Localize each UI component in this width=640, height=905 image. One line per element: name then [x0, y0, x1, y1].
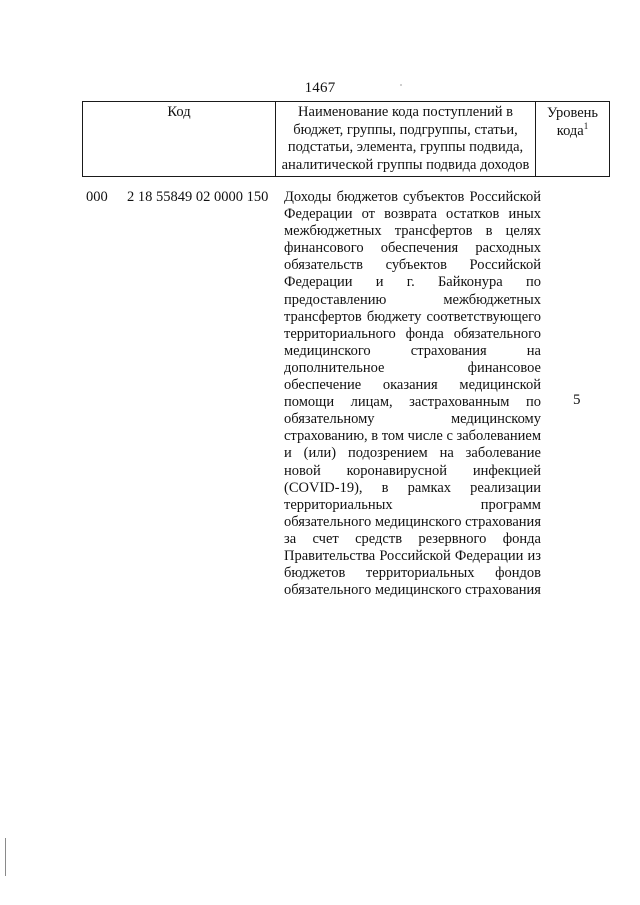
- row-description: Доходы бюджетов субъектов Российской Федерации от возврата остатков иных межбюджетных трансфертов в целях финансового обеспечения расходных обязательств субъектов Российской Федерации и г. Байконура по предоставлению межбюджетных трансфертов бюджету соответствующего территориального фонда обязательного медицинского страхования на дополнительное финансовое обеспечение оказания медицинской помощи лицам, застрахованным по обязательному медицинскому страхованию, в том числе с заболеванием и (или) подозрением на заболевание новой коронавирусной инфекцией (COVID-19), в рамках реализации территориальных программ обязательного медицинского страхования за счет средств резервного фонда Правительства Российской Федерации из бюджетов территориальных фондов обязательного медицинского страхования: [284, 189, 542, 599]
- header-name-line: Наименование кода поступлений в: [298, 104, 513, 120]
- header-name-line: аналитической группы подвида доходов: [281, 156, 530, 173]
- footnote-marker: 1: [583, 121, 589, 132]
- page-number: 1467: [304, 80, 336, 96]
- row-admin-code: 000: [86, 189, 108, 205]
- row-budget-code: 2 18 55849 02 0000 150: [127, 189, 269, 205]
- header-name-line: бюджет, группы, подгруппы, статьи,: [293, 121, 518, 138]
- codes-table-header: [82, 101, 610, 177]
- header-level-line: кода: [556, 123, 584, 139]
- header-code: Код: [83, 102, 276, 177]
- header-name-line: подстатьи, элемента, группы подвида,: [287, 139, 524, 155]
- margin-mark: [5, 838, 6, 876]
- header-name: [276, 102, 536, 177]
- header-level: [536, 102, 610, 177]
- header-row: [83, 102, 610, 177]
- header-level-line: Уровень: [546, 105, 599, 121]
- row-level: 5: [573, 392, 581, 408]
